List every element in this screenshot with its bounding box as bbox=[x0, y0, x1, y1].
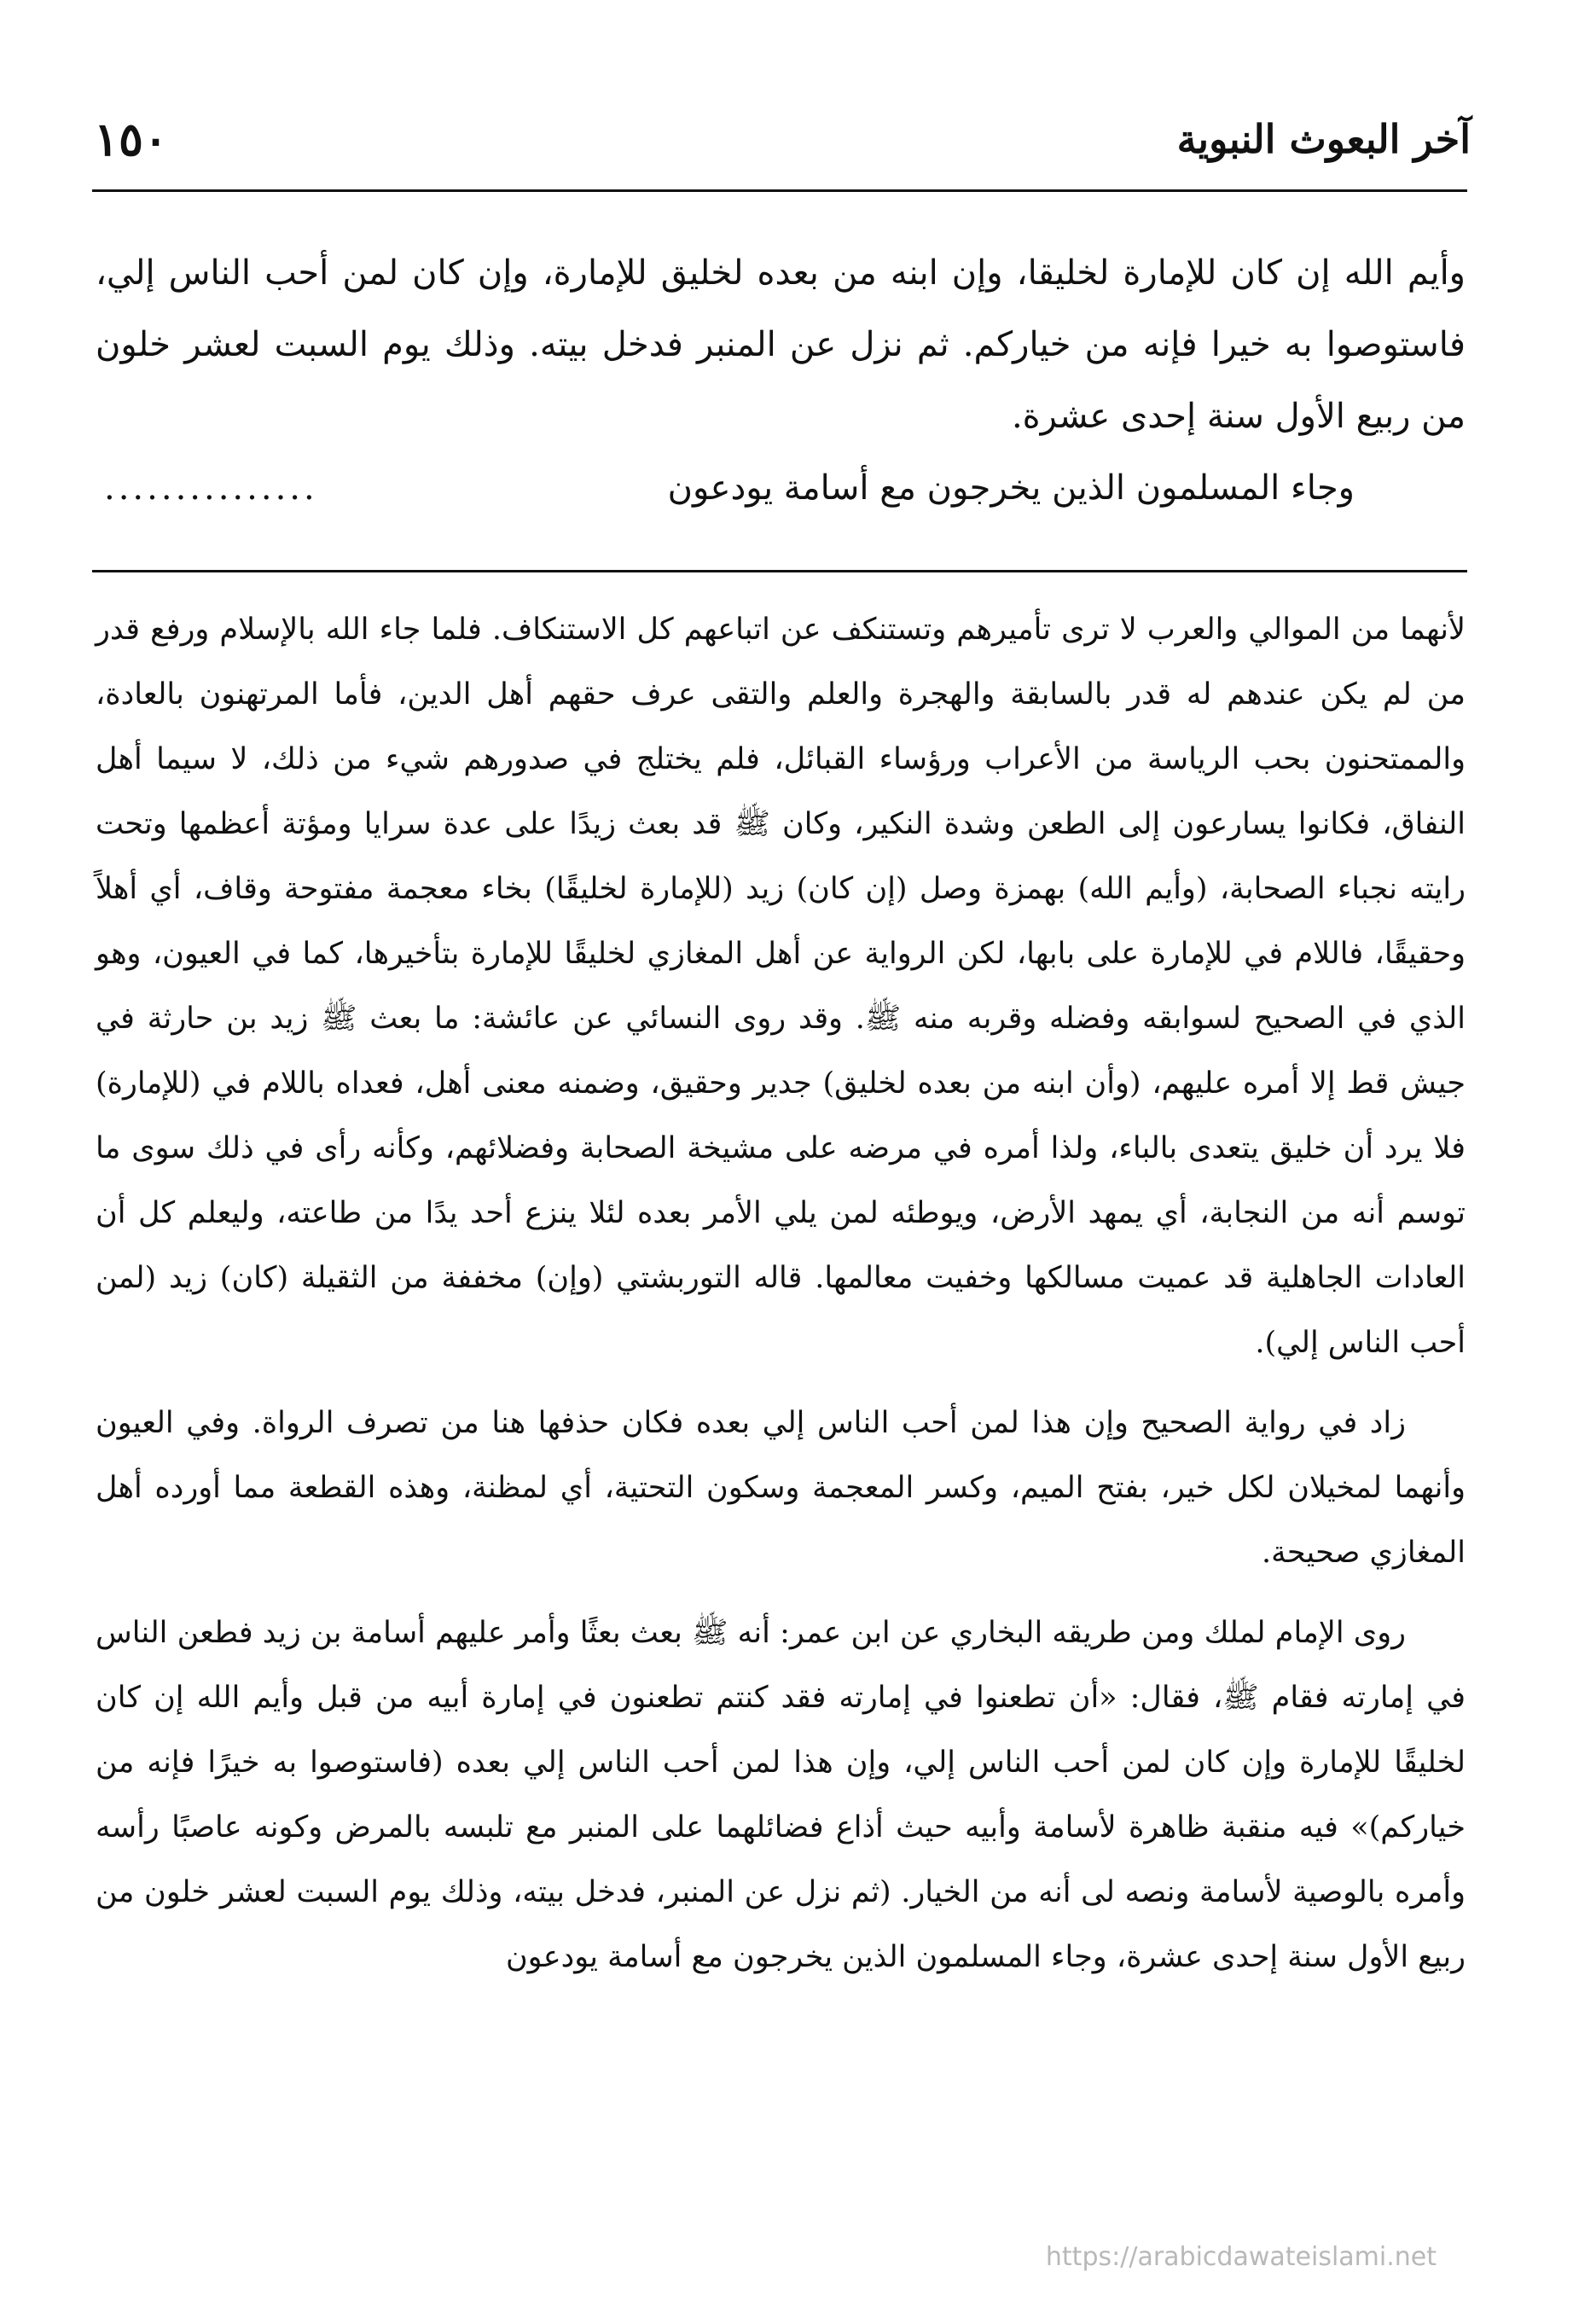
commentary-paragraph-3: روى الإمام لملك ومن طريقه البخاري عن ابن عمر: أنه ﷺ بعث بعثًا وأمر عليهم أسامة بن زيد فطعن الناس في إمارته فقام ﷺ، فقال: «أن تطعنوا في إمارته فقد كنتم تطعنون في إمارة أبيه من قبل وأيم الله إن كان لخليقًا للإمارة وإن كان لمن أحب الناس إلي، وإن هذا لمن أحب الناس إلي بعده (فاستوصوا به خيرًا فإنه من خياركم)» فيه منقبة ظاهرة لأسامة وأبيه حيث أذاع فضائلهما على المنبر مع تلبسه بالمرض وكونه عاصبًا رأسه وأمره بالوصية لأسامة ونصه لى أنه من الخيار. (ثم نزل عن المنبر، فدخل بيته، وذلك يوم السبت لعشر خلون من ربيع الأول سنة إحدى عشرة، وجاء المسلمون الذين يخرجون مع أسامة يودعون bbox=[96, 1616, 1466, 1974]
website-watermark: https://arabicdawateislami.net bbox=[1045, 2242, 1437, 2272]
main-text-tail: وجاء المسلمون الذين يخرجون مع أسامة يودعون bbox=[667, 468, 1355, 508]
page-number: ١٥٠ bbox=[94, 112, 169, 166]
commentary-separator-rule bbox=[92, 570, 1467, 572]
main-text bbox=[96, 237, 1466, 524]
header-rule bbox=[92, 189, 1467, 192]
continuation-dots: ............... bbox=[104, 468, 318, 508]
running-title: آخر البعوث النبوية bbox=[1176, 116, 1471, 162]
commentary-paragraph-2: زاد في رواية الصحيح وإن هذا لمن أحب الناس إلي بعده فكان حذفها هنا من تصرف الرواة. وفي العيون وأنهما لمخيلان لكل خير، بفتح الميم، وكسر المعجمة وسكون التحتية، أي لمظنة، وهذه القطعة مما أورده أهل المغازي صحيحة. bbox=[96, 1406, 1466, 1570]
page-header bbox=[94, 101, 1471, 177]
main-text-paragraph: وأيم الله إن كان للإمارة لخليقا، وإن ابنه من بعده لخليق للإمارة، وإن كان لمن أحب الناس إلي، فاستوصوا به خيرا فإنه من خياركم. ثم نزل عن المنبر فدخل بيته. وذلك يوم السبت لعشر خلون من ربيع الأول سنة إحدى عشرة. bbox=[96, 253, 1466, 436]
main-text-continuation bbox=[96, 452, 1466, 524]
commentary-text bbox=[96, 597, 1466, 2005]
commentary-paragraph-1: لأنهما من الموالي والعرب لا ترى تأميرهم وتستنكف عن اتباعهم كل الاستنكاف. فلما جاء الله بالإسلام ورفع قدر من لم يكن عندهم له قدر بالسابقة والهجرة والعلم والتقى عرف حقهم أهل الدين، فأما المرتهنون بالعادة، والممتحنون بحب الرياسة من الأعراب ورؤساء القبائل، فلم يختلج في صدورهم شيء من ذلك، لا سيما أهل النفاق، فكانوا يسارعون إلى الطعن وشدة النكير، وكان ﷺ قد بعث زيدًا على عدة سرايا ومؤتة أعظمها وتحت رايته نجباء الصحابة، (وأيم الله) بهمزة وصل (إن كان) زيد (للإمارة لخليقًا) بخاء معجمة مفتوحة وقاف، أي أهلاً وحقيقًا، فاللام في للإمارة على بابها، لكن الرواية عن أهل المغازي لخليقًا للإمارة بتأخيرها، كما في العيون، وهو الذي في الصحيح لسوابقه وفضله وقربه منه ﷺ. وقد روى النسائي عن عائشة: ما بعث ﷺ زيد بن حارثة في جيش قط إلا أمره عليهم، (وأن ابنه من بعده لخليق) جدير وحقيق، وضمنه معنى أهل، فعداه باللام في (للإمارة) فلا يرد أن خليق يتعدى بالباء، ولذا أمره في مرضه على مشيخة الصحابة وفضلائهم، وكأنه رأى في ذلك سوى ما توسم أنه من النجابة، أي يمهد الأرض، ويوطئه لمن يلي الأمر بعده لئلا ينزع أحد يدًا من طاعته، وليعلم كل أن العادات الجاهلية قد عميت مسالكها وخفيت معالمها. قاله التوربشتي (وإن) مخففة من الثقيلة (كان) زيد (لمن أحب الناس إلي). bbox=[96, 613, 1466, 1360]
